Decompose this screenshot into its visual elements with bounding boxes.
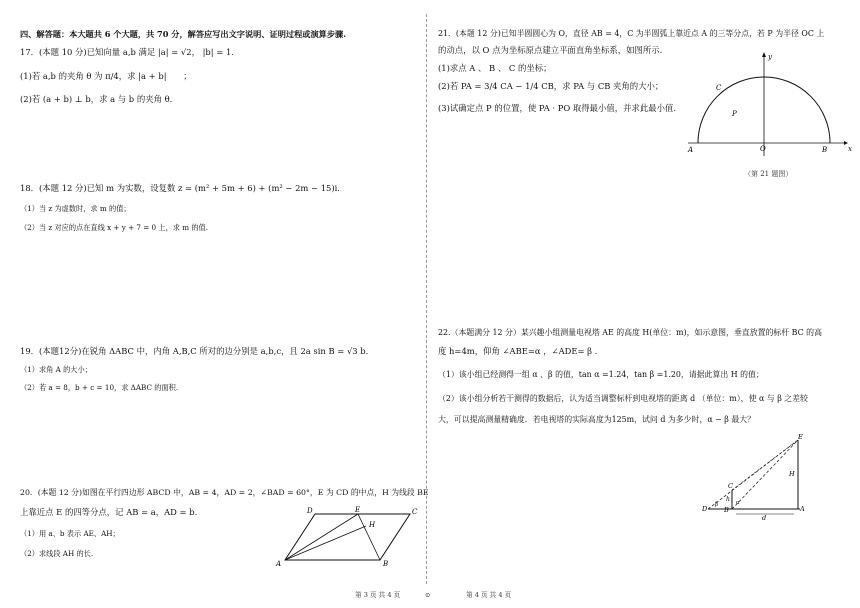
- q20-stem-line1: 20．(本题 12 分)如图在平行四边形 ABCD 中，AB = 4，AD = 2，∠BAD = 60°，E 为 CD 的中点，H 为线段 BE: [20, 488, 429, 497]
- q22-part2-line2: 大，可以提高测量精确度．若电视塔的实际高度为125m，试问 d 为多少时，α − β 最大？: [438, 415, 756, 424]
- label-c: C: [728, 482, 733, 490]
- q17-part2: (2)若 (a + b) ⊥ b，求 a 与 b 的夹角 θ.: [20, 94, 173, 104]
- label-c: C: [412, 508, 418, 516]
- label-y: y: [768, 53, 772, 61]
- q21-stem-line1: 21．(本题 12 分)已知半圆圆心为 O，直径 AB = 4，C 为半圆弧上靠近点 A 的三等分点，若 P 为半径 OC 上: [438, 29, 825, 38]
- label-h-pole: h: [726, 496, 730, 503]
- q21-semicircle-figure: [684, 50, 854, 162]
- label-o: O: [760, 145, 766, 153]
- q19-part1: （1）求角 A 的大小；: [20, 365, 92, 374]
- q20-parallelogram-figure: [270, 504, 420, 568]
- y-axis-arrow: [762, 52, 766, 57]
- q18-part1: （1）当 z 为虚数时，求 m 的值；: [20, 204, 131, 213]
- q17-stem: 17．(本题 10 分)已知向量 a,b 满足 |a| = √2， |b| = 1.: [20, 47, 234, 57]
- q18-stem: 18．(本题 12 分)已知 m 为实数，设复数 z = (m² + 5m + 6) + (m² − 2m − 15)i.: [20, 183, 340, 193]
- q20-stem-line2: 上靠近点 E 的四等分点，记 AB = a，AD = b.: [20, 507, 198, 517]
- q19-stem: 19．(本题12分)在锐角 ΔABC 中，内角 A,B,C 所对的边分别是 a,b,c，且 2a sin B = √3 b.: [20, 346, 369, 356]
- label-b: B: [383, 560, 389, 568]
- label-x: x: [848, 145, 852, 153]
- label-a: A: [800, 505, 805, 513]
- q22-part1: （1）该小组已经测得一组 α 、β 的值，tan α =1.24，tan β =1.20，请据此算出 H 的值；: [438, 370, 764, 379]
- q20-part1: （1）用 a、b 表示 AE、AH；: [20, 529, 120, 538]
- section-header: 四、解答题：本大题共 6 个大题，共 70 分，解答应写出文字说明、证明过程或演算步骤.: [20, 29, 347, 39]
- q22-part2-line1: （2）该小组分析若干测得的数据后，认为适当调整标杆到电视塔的距离 d （单位：m），使 α 与 β 之差较: [438, 394, 808, 403]
- label-p: P: [732, 110, 737, 118]
- segment-ah: [285, 526, 366, 560]
- label-b: B: [724, 506, 729, 514]
- label-e: E: [798, 433, 803, 441]
- label-h-tower: H: [789, 470, 795, 478]
- q21-part2: (2)若 PA = 3/4 CA − 1/4 CB，求 PA 与 CB 夹角的大小；: [438, 81, 664, 91]
- footer-page-left: 第 3 页 共 4 页: [355, 591, 401, 599]
- label-alpha: α: [736, 500, 740, 506]
- q19-part2: （2）若 a = 8，b + c = 10，求 ΔABC 的面积.: [20, 383, 179, 392]
- right-column: [432, 0, 860, 608]
- q21-figure-caption: （第 21 题图）: [744, 170, 793, 178]
- label-c: C: [716, 84, 722, 92]
- label-h: H: [369, 521, 376, 529]
- q22-stem-line1: 22.（本题满分 12 分）某兴趣小组测量电视塔 AE 的高度 H(单位：m)，如示意图，垂直放置的标杆 BC 的高: [438, 328, 822, 337]
- q20-part2: （2）求线段 AH 的长.: [20, 549, 94, 558]
- q22-stem-line2: 度 h=4m，仰角 ∠ABE=α ，∠ADE= β .: [438, 346, 598, 356]
- label-a: A: [276, 560, 282, 568]
- label-e: E: [355, 506, 361, 514]
- label-d: D: [702, 505, 708, 513]
- q18-part2: （2）当 z 对应的点在直线 x + y + 7 = 0 上，求 m 的值.: [20, 223, 209, 232]
- label-beta: β: [715, 502, 719, 508]
- footer-page-right: 第 4 页 共 4 页: [466, 591, 512, 599]
- q21-stem-line2: 的动点，以 O 点为坐标原点建立平面直角坐标系，如图所示.: [438, 45, 663, 55]
- q21-part3: (3)试确定点 P 的位置，使 PA · PO 取得最小值，并求此最小值.: [438, 103, 677, 113]
- label-a: A: [688, 146, 694, 154]
- q17-part1: (1)若 a,b 的夹角 θ 为 π/4，求 |a + b| ；: [20, 71, 192, 81]
- q22-tower-figure: [702, 432, 822, 520]
- segment-ae: [285, 514, 358, 560]
- footer-binding-circle: ⊙: [425, 591, 431, 599]
- q21-part1: (1)求点 A 、 B 、 C 的坐标；: [438, 63, 552, 73]
- label-b: B: [822, 146, 828, 154]
- left-column: [0, 0, 429, 608]
- label-d-distance: d: [762, 514, 767, 520]
- label-d: D: [307, 507, 313, 515]
